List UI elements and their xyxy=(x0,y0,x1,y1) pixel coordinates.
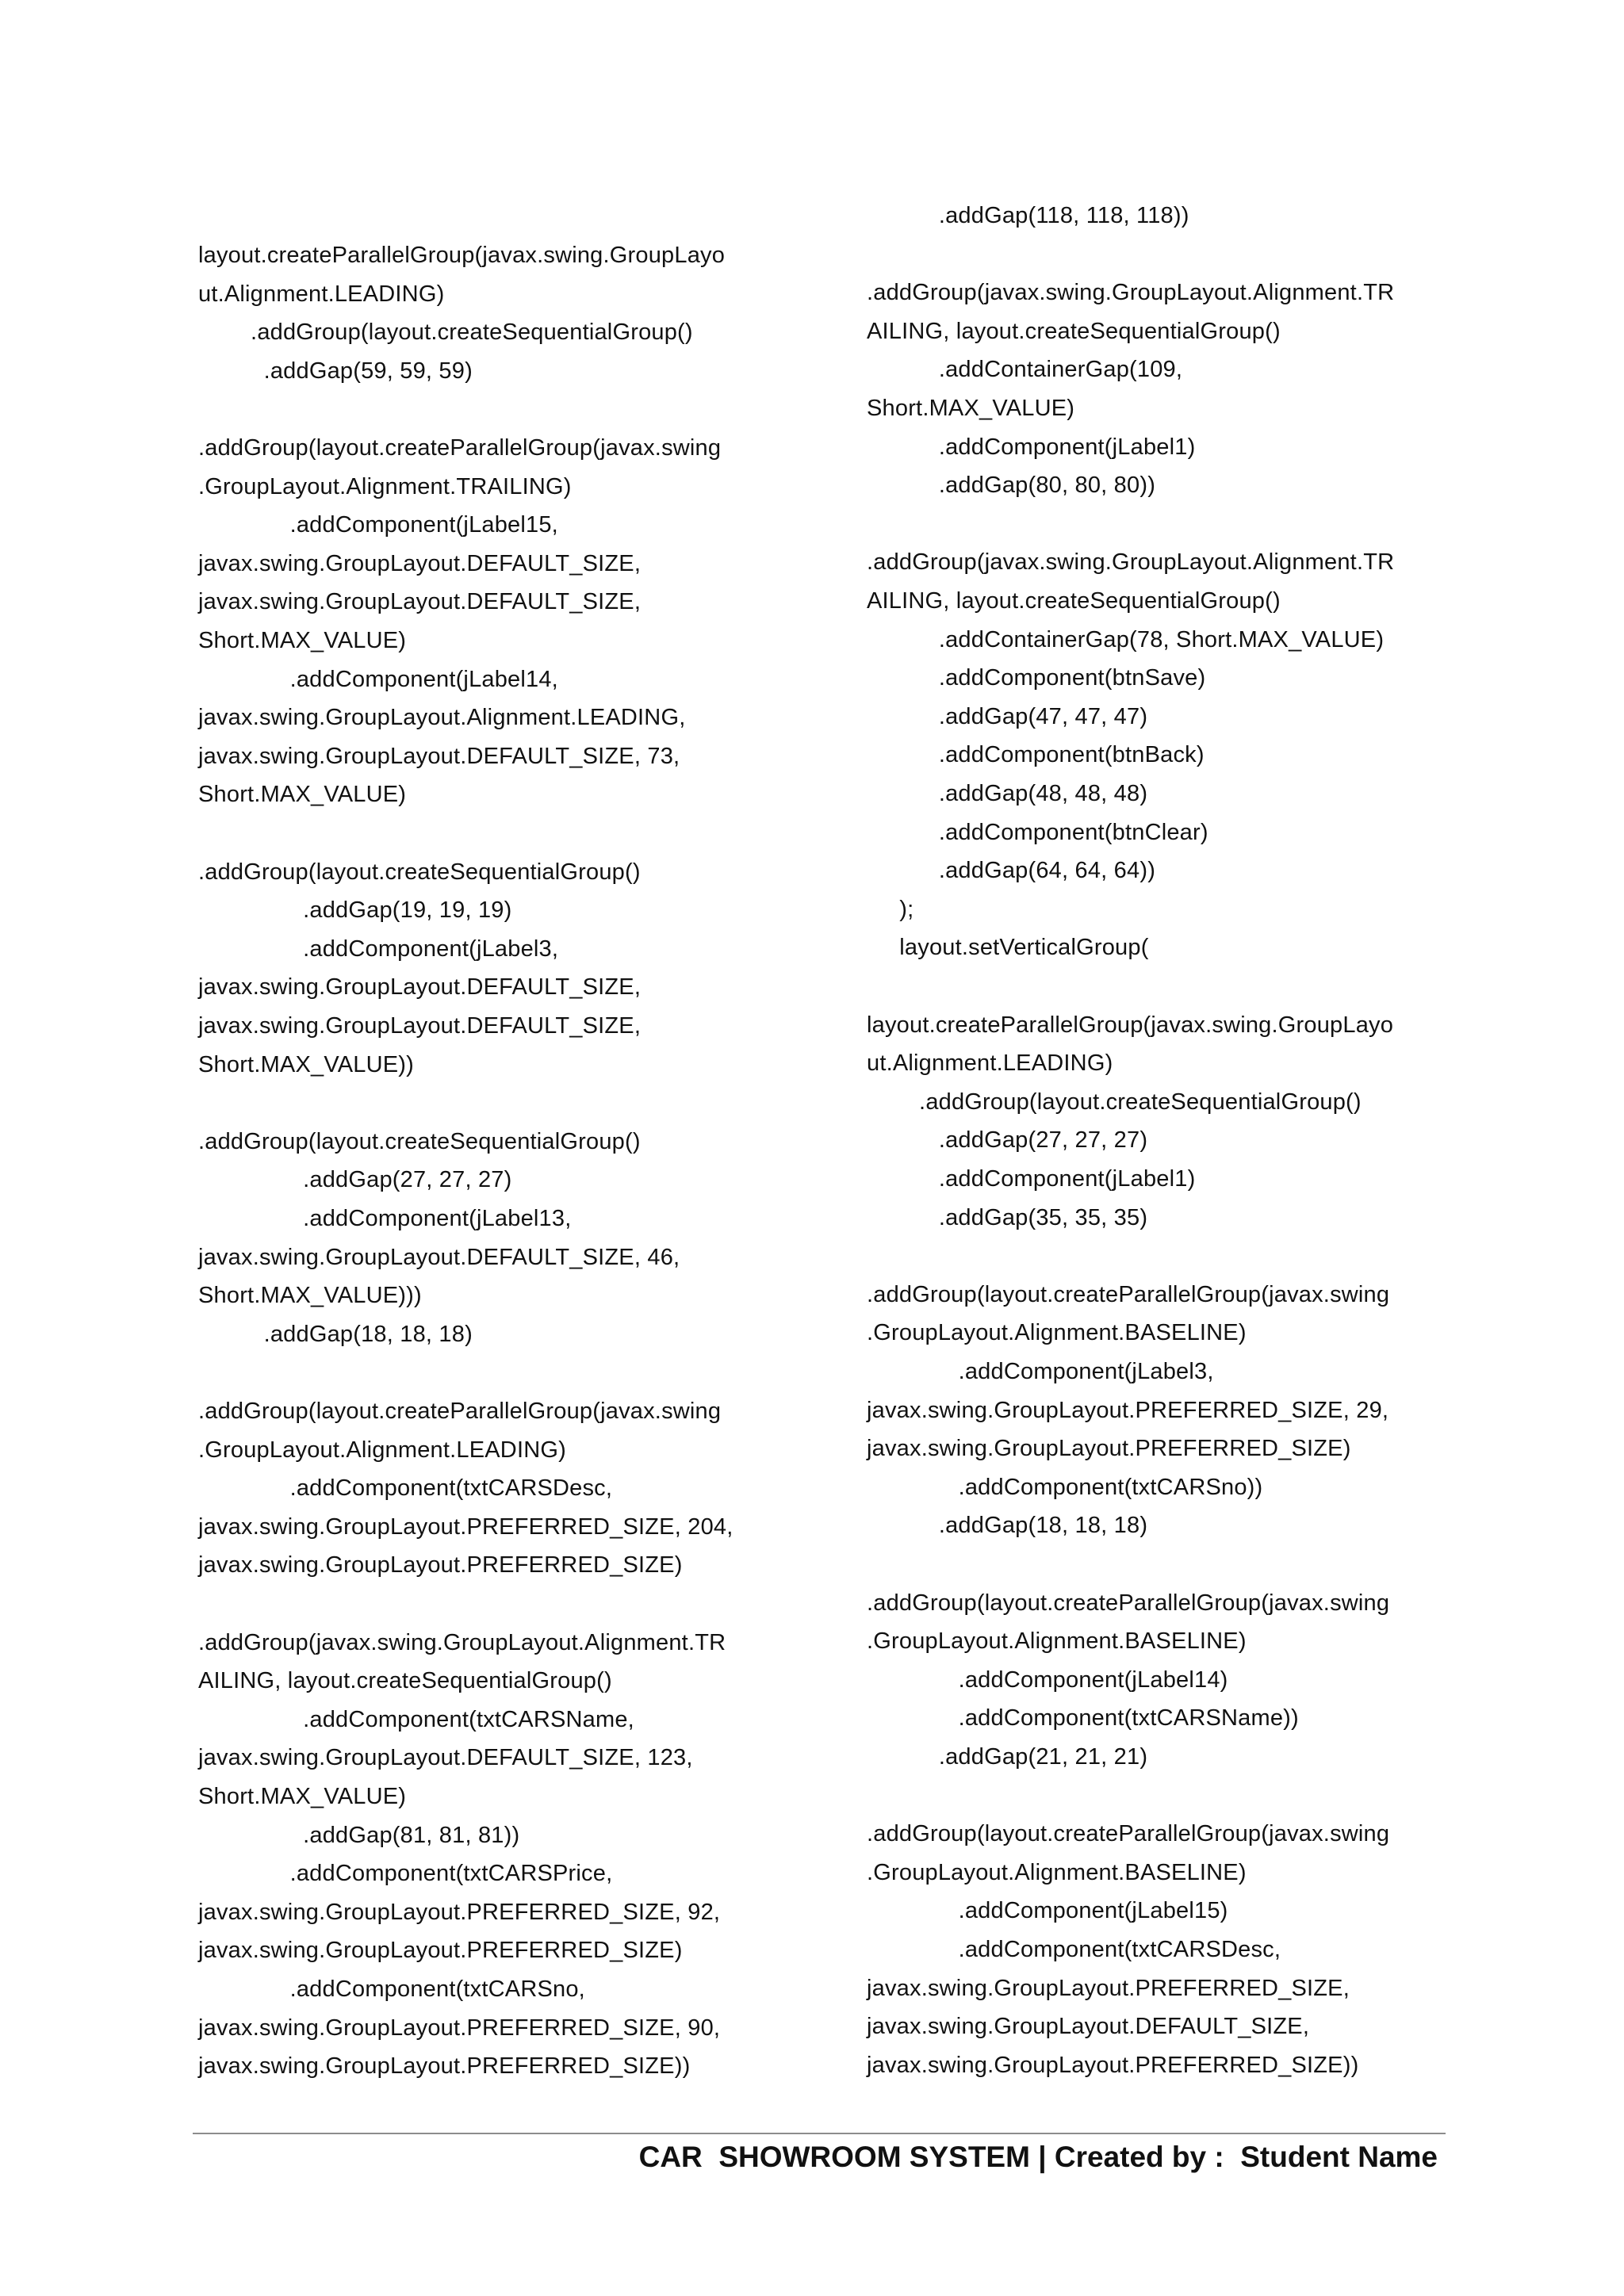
code-line: .addComponent(jLabel3, xyxy=(867,1359,1214,1384)
code-line: .addContainerGap(109, xyxy=(867,357,1183,383)
code-line: .addGroup(layout.createParallelGroup(javax.swing xyxy=(198,435,722,461)
code-line: .addGap(80, 80, 80)) xyxy=(867,473,1156,499)
code-line: AILING, layout.createSequentialGroup() xyxy=(867,318,1281,344)
code-line: Short.MAX_VALUE) xyxy=(198,782,407,808)
code-line: .addGap(59, 59, 59) xyxy=(198,358,473,384)
code-line: .addComponent(txtCARSName)) xyxy=(867,1705,1299,1732)
code-line: Short.MAX_VALUE) xyxy=(867,396,1075,421)
code-line: .addGroup(layout.createSequentialGroup() xyxy=(198,859,641,885)
code-line: .addGap(19, 19, 19) xyxy=(198,897,512,924)
code-line: .addComponent(jLabel15) xyxy=(867,1898,1228,1924)
code-line: javax.swing.GroupLayout.DEFAULT_SIZE, xyxy=(198,1013,642,1039)
code-line: .addComponent(jLabel1) xyxy=(867,434,1196,460)
code-line: javax.swing.GroupLayout.DEFAULT_SIZE, 73, xyxy=(198,743,680,769)
code-line: .addComponent(txtCARSName, xyxy=(198,1706,634,1732)
code-line: .addGroup(layout.createSequentialGroup() xyxy=(867,1089,1362,1115)
footer-divider xyxy=(193,2133,1446,2134)
code-line: .addGap(48, 48, 48) xyxy=(867,781,1148,806)
code-line: javax.swing.GroupLayout.DEFAULT_SIZE, 123, xyxy=(198,1745,693,1771)
code-line: .addComponent(jLabel3, xyxy=(198,936,559,962)
code-line: Short.MAX_VALUE))) xyxy=(198,1283,422,1309)
code-line: .addGroup(layout.createParallelGroup(javax.swing xyxy=(198,1399,722,1424)
code-line: .addGap(64, 64, 64)) xyxy=(867,858,1156,884)
code-line: .addGap(27, 27, 27) xyxy=(198,1167,512,1193)
code-line: layout.createParallelGroup(javax.swing.GroupLayo xyxy=(198,243,726,268)
code-line: .addComponent(btnBack) xyxy=(867,742,1205,768)
code-line: javax.swing.GroupLayout.DEFAULT_SIZE, 46, xyxy=(198,1244,680,1270)
code-line: javax.swing.GroupLayout.DEFAULT_SIZE, xyxy=(198,974,642,1001)
code-line: Short.MAX_VALUE)) xyxy=(198,1051,415,1077)
code-line: .addGap(18, 18, 18) xyxy=(198,1321,473,1347)
code-line: .addGroup(layout.createSequentialGroup() xyxy=(198,320,693,346)
code-line: javax.swing.GroupLayout.PREFERRED_SIZE) xyxy=(867,1436,1351,1462)
code-line: .GroupLayout.Alignment.BASELINE) xyxy=(867,1628,1247,1655)
footer-text: CAR SHOWROOM SYSTEM | Created by : Student Name xyxy=(638,2141,1438,2173)
code-line: .addComponent(txtCARSPrice, xyxy=(198,1861,613,1887)
code-line: javax.swing.GroupLayout.DEFAULT_SIZE, xyxy=(198,589,642,615)
code-line: .addGroup(javax.swing.GroupLayout.Alignment.TR xyxy=(198,1629,726,1655)
code-line: javax.swing.GroupLayout.DEFAULT_SIZE, xyxy=(198,550,642,576)
code-line: javax.swing.GroupLayout.DEFAULT_SIZE, xyxy=(867,2014,1310,2040)
code-line: .addComponent(txtCARSDesc, xyxy=(867,1937,1281,1962)
code-line: layout.setVerticalGroup( xyxy=(867,935,1149,961)
code-line: .addGroup(layout.createParallelGroup(javax.swing xyxy=(867,1821,1390,1847)
code-line: .addGap(81, 81, 81)) xyxy=(198,1822,520,1848)
code-line: .addComponent(txtCARSno, xyxy=(198,1976,585,2002)
code-line: javax.swing.GroupLayout.PREFERRED_SIZE, 204, xyxy=(198,1513,733,1540)
code-line: .addGroup(javax.swing.GroupLayout.Alignment.TR xyxy=(867,280,1395,306)
code-line: javax.swing.GroupLayout.PREFERRED_SIZE, 29, xyxy=(867,1397,1389,1423)
code-line: .addComponent(btnClear) xyxy=(867,819,1208,845)
code-line: .addComponent(jLabel14, xyxy=(198,666,558,692)
code-line: .addGroup(layout.createParallelGroup(javax.swing xyxy=(867,1590,1390,1616)
code-line: .addGap(118, 118, 118)) xyxy=(867,203,1189,228)
code-line: javax.swing.GroupLayout.PREFERRED_SIZE)) xyxy=(198,2053,691,2080)
code-line: .addContainerGap(78, Short.MAX_VALUE) xyxy=(867,626,1385,652)
code-line: .GroupLayout.Alignment.BASELINE) xyxy=(867,1320,1247,1346)
code-line: javax.swing.GroupLayout.Alignment.LEADING, xyxy=(198,705,686,731)
code-line: .addComponent(jLabel1) xyxy=(867,1166,1196,1192)
code-line: .addGap(27, 27, 27) xyxy=(867,1127,1148,1154)
code-line: .GroupLayout.Alignment.LEADING) xyxy=(198,1437,566,1463)
code-line: ut.Alignment.LEADING) xyxy=(198,281,445,307)
code-line: .addComponent(btnSave) xyxy=(867,665,1206,691)
code-line: javax.swing.GroupLayout.PREFERRED_SIZE) xyxy=(198,1552,683,1578)
code-line: javax.swing.GroupLayout.PREFERRED_SIZE)) xyxy=(867,2052,1359,2078)
code-line: .GroupLayout.Alignment.TRAILING) xyxy=(198,473,572,499)
code-line: AILING, layout.createSequentialGroup() xyxy=(867,588,1281,614)
code-line: javax.swing.GroupLayout.PREFERRED_SIZE, xyxy=(867,1975,1350,2001)
code-line: .addGroup(layout.createSequentialGroup() xyxy=(198,1128,641,1154)
code-line: .GroupLayout.Alignment.BASELINE) xyxy=(867,1859,1247,1885)
code-line: .addGap(47, 47, 47) xyxy=(867,703,1148,729)
code-line: ); xyxy=(867,896,914,922)
code-line: Short.MAX_VALUE) xyxy=(198,628,407,653)
code-line: .addComponent(txtCARSDesc, xyxy=(198,1475,613,1502)
code-line: .addComponent(jLabel14) xyxy=(867,1667,1228,1693)
code-line: .addComponent(txtCARSno)) xyxy=(867,1474,1263,1500)
code-line: javax.swing.GroupLayout.PREFERRED_SIZE) xyxy=(198,1938,683,1964)
code-line: Short.MAX_VALUE) xyxy=(198,1784,407,1809)
code-line: .addGroup(layout.createParallelGroup(javax.swing xyxy=(867,1281,1390,1307)
code-line: .addGap(35, 35, 35) xyxy=(867,1204,1148,1230)
code-line: AILING, layout.createSequentialGroup() xyxy=(198,1668,612,1694)
code-line: .addGroup(javax.swing.GroupLayout.Alignment.TR xyxy=(867,549,1395,576)
code-line: .addGap(21, 21, 21) xyxy=(867,1744,1148,1770)
code-line: .addComponent(jLabel13, xyxy=(198,1206,572,1231)
code-line: .addComponent(jLabel15, xyxy=(198,512,558,538)
code-line: ut.Alignment.LEADING) xyxy=(867,1050,1113,1077)
code-line: javax.swing.GroupLayout.PREFERRED_SIZE, 92, xyxy=(198,1899,721,1925)
code-line: javax.swing.GroupLayout.PREFERRED_SIZE, 90, xyxy=(198,2015,721,2041)
code-line: layout.createParallelGroup(javax.swing.GroupLayo xyxy=(867,1012,1394,1038)
code-line: .addGap(18, 18, 18) xyxy=(867,1513,1148,1539)
